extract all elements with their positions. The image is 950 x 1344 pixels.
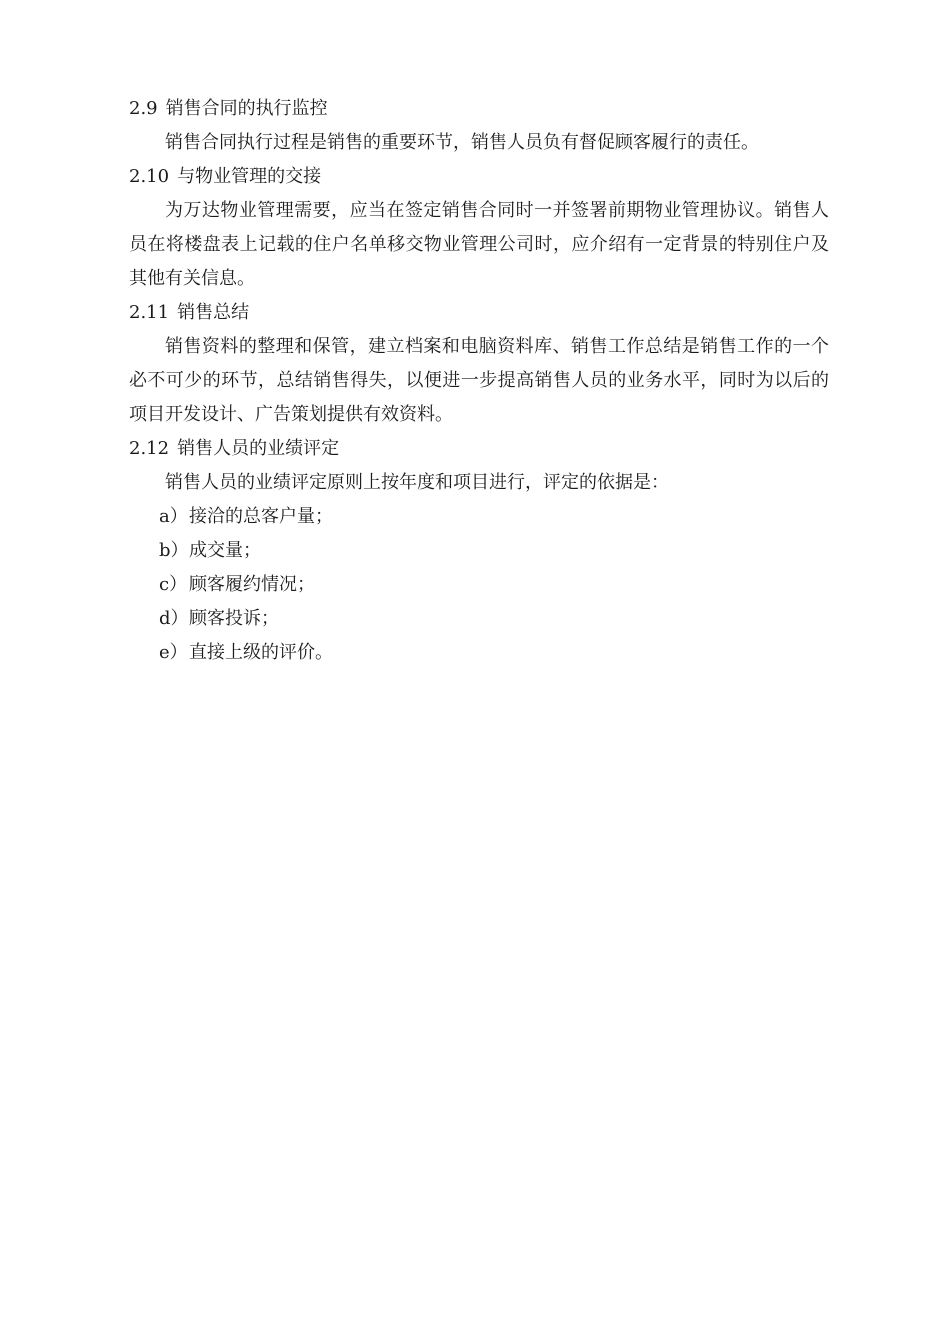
- list-item-text: 接洽的总客户量；: [189, 506, 333, 527]
- paragraph: 销售人员的业绩评定原则上按年度和项目进行，评定的依据是：: [165, 472, 669, 493]
- list-marker: a）: [159, 506, 188, 527]
- section-heading: [129, 432, 829, 466]
- list-marker: b）: [159, 540, 189, 561]
- list-item-text: 顾客投诉；: [189, 608, 279, 629]
- section-number: 2.12: [129, 438, 170, 459]
- paragraph: 销售资料的整理和保管，建立档案和电脑资料库、销售工作总结是销售工作的一个必不可少的环节，总结销售得失，以便进一步提高销售人员的业务水平，同时为以后的项目开发设计、广告策划提供有效资料。: [129, 336, 829, 425]
- section-heading: [129, 92, 829, 126]
- criteria-list: [129, 500, 829, 670]
- list-item: [129, 568, 829, 602]
- list-item-text: 顾客履约情况；: [189, 574, 315, 595]
- section-title: 销售人员的业绩评定: [177, 438, 340, 459]
- section-number: 2.11: [129, 302, 170, 323]
- list-marker: d）: [159, 608, 189, 629]
- section-number: 2.9: [129, 98, 158, 119]
- document-body: [129, 92, 829, 670]
- list-item-text: 成交量；: [189, 540, 261, 561]
- list-item: [129, 636, 829, 670]
- section-title: 销售总结: [177, 302, 250, 323]
- section-number: 2.10: [129, 166, 170, 187]
- list-marker: e）: [159, 642, 188, 663]
- list-item-text: 直接上级的评价。: [189, 642, 333, 663]
- paragraph: 为万达物业管理需要，应当在签定销售合同时一并签署前期物业管理协议。销售人员在将楼盘表上记载的住户名单移交物业管理公司时，应介绍有一定背景的特别住户及其他有关信息。: [129, 200, 829, 289]
- list-item: [129, 534, 829, 568]
- section-heading: [129, 160, 829, 194]
- list-item: [129, 602, 829, 636]
- list-marker: c）: [159, 574, 188, 595]
- section-heading: [129, 296, 829, 330]
- section-title: 销售合同的执行监控: [165, 98, 328, 119]
- paragraph: 销售合同执行过程是销售的重要环节，销售人员负有督促顾客履行的责任。: [165, 132, 759, 153]
- section-title: 与物业管理的交接: [177, 166, 322, 187]
- list-item: [129, 500, 829, 534]
